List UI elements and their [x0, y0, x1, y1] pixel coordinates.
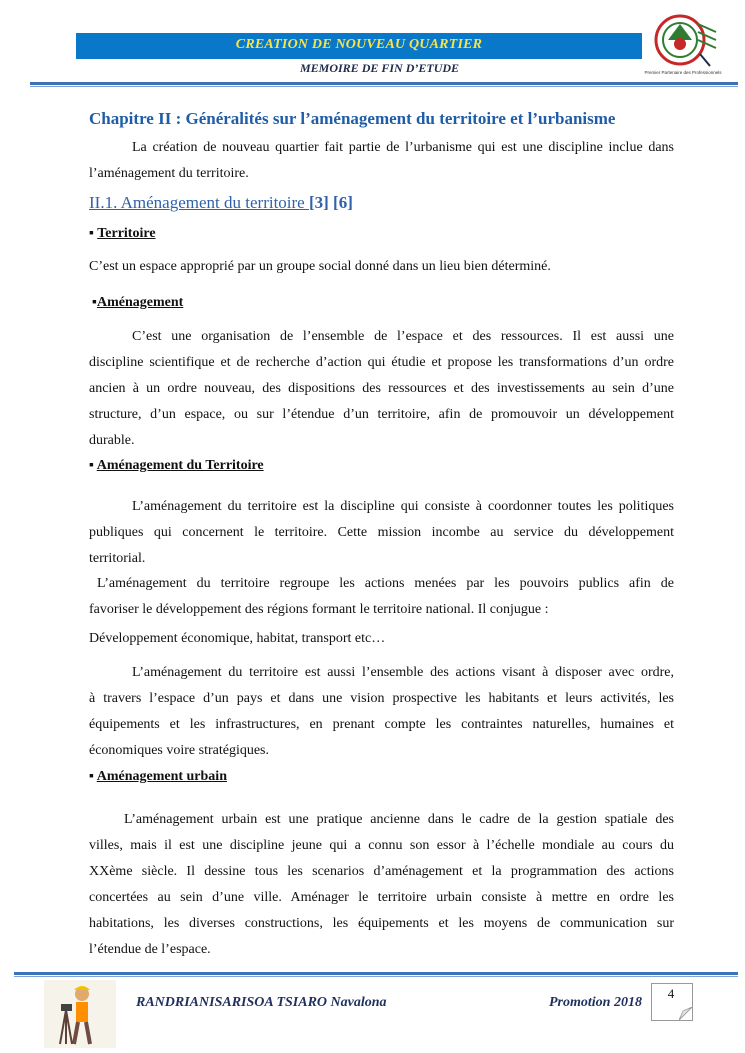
footer-author: RANDRIANISARISOA TSIARO Navalona — [136, 995, 387, 1010]
amenagement-line: ancien à un ordre nouveau, des dispositions des ressources et des investissements au sein d’une — [89, 381, 674, 396]
amenagement-line: discipline scientifique et de recherche d’action qui étudie et propose les transformations d’un ordre — [89, 355, 674, 370]
heading-amenagement-urbain: Aménagement urbain — [96, 769, 227, 784]
bullet-icon: ▪ — [89, 458, 94, 473]
chapter-title: Chapitre II : Généralités sur l’aménagement du territoire et l’urbanisme — [89, 109, 616, 128]
page-number: 4 — [667, 986, 675, 1001]
heading-amenagement: Aménagement — [96, 295, 184, 310]
amenagement-line: structure, d’un espace, ou sur l’étendue d’un territoire, afin de promouvoir un développement — [89, 407, 674, 422]
amenagement-urbain-line: XXème siècle. Il dessine tous les scenarios d’aménagement et la programmation des actions — [89, 864, 674, 879]
amenagement-territoire-line: favoriser le développement des régions formant le territoire national. Il conjugue : — [89, 602, 549, 617]
heading-territoire: Territoire — [97, 226, 156, 241]
amenagement-territoire-line: territorial. — [89, 551, 146, 566]
amenagement-line: C’est une organisation de l’ensemble de l’espace et des ressources. Il est aussi une — [132, 329, 674, 344]
surveyor-icon — [44, 980, 116, 1048]
bullet-amenagement — [92, 295, 183, 311]
bullet-amenagement-territoire — [89, 458, 264, 474]
header-rule — [30, 82, 738, 85]
heading-amenagement-territoire: Aménagement du Territoire — [96, 458, 264, 473]
amenagement-territoire-line: équipements et les infrastructures, en prenant compte les contraintes naturelles, humaines et — [89, 717, 674, 732]
page-corner-fold-icon — [679, 1007, 692, 1020]
section-refs: [3] [6] — [308, 193, 353, 212]
header-rule-thin — [30, 86, 738, 87]
amenagement-urbain-line: concertées au sein d’une ville. Aménager le territoire urbain consiste à mettre en ordre les — [89, 890, 674, 905]
bullet-amenagement-urbain — [89, 769, 227, 785]
header-subtitle: MEMOIRE DE FIN D’ETUDE — [300, 61, 460, 75]
amenagement-urbain-line: villes, mais il est une discipline jeune qui a connu son essor à l’échelle mondiale au cours du — [89, 838, 674, 853]
territoire-definition: C’est un espace approprié par un groupe social donné dans un lieu bien déterminé. — [89, 259, 551, 274]
amenagement-territoire-line: L’aménagement du territoire est la discipline qui consiste à coordonner toutes les politiques — [132, 499, 674, 514]
bullet-icon: ▪ — [92, 295, 97, 310]
amenagement-territoire-line: publiques qui concernent le territoire. Cette mission incombe au service du développement — [89, 525, 674, 540]
amenagement-territoire-line: Développement économique, habitat, transport etc… — [89, 631, 386, 646]
bullet-icon: ▪ — [89, 226, 94, 241]
intro-line-2: l’aménagement du territoire. — [89, 166, 249, 181]
amenagement-territoire-line: L’aménagement du territoire est aussi l’ensemble des actions visant à disposer avec ordre, — [132, 665, 674, 680]
amenagement-urbain-line: habitations, les diverses constructions, les équipements et les moyens de communication sur — [89, 916, 674, 931]
logo-caption: Premier Partenaire des Professionnels — [644, 70, 722, 75]
amenagement-line: durable. — [89, 433, 135, 448]
footer-rule — [14, 972, 738, 975]
amenagement-urbain-line: L’aménagement urbain est une pratique ancienne dans le cadre de la gestion spatiale des — [124, 812, 674, 827]
header-title: CREATION DE NOUVEAU QUARTIER — [235, 37, 483, 52]
section-title — [89, 193, 353, 213]
bullet-territoire — [89, 226, 156, 242]
amenagement-territoire-line: L’aménagement du territoire regroupe les actions menées par les pouvoirs publics afin de — [97, 576, 674, 591]
footer-rule-thin — [14, 976, 738, 977]
amenagement-territoire-line: économiques voire stratégiques. — [89, 743, 270, 758]
footer-promotion: Promotion 2018 — [549, 995, 642, 1010]
intro-line-1: La création de nouveau quartier fait partie de l’urbanisme qui est une discipline inclue dans — [132, 140, 674, 155]
amenagement-urbain-line: l’étendue de l’espace. — [89, 942, 211, 957]
amenagement-territoire-line: à travers l’espace d’un pays et dans une vision prospective les habitants et leurs activités, les — [89, 691, 674, 706]
section-title-text: II.1. Aménagement du territoire — [89, 193, 309, 212]
bullet-icon: ▪ — [89, 769, 94, 784]
